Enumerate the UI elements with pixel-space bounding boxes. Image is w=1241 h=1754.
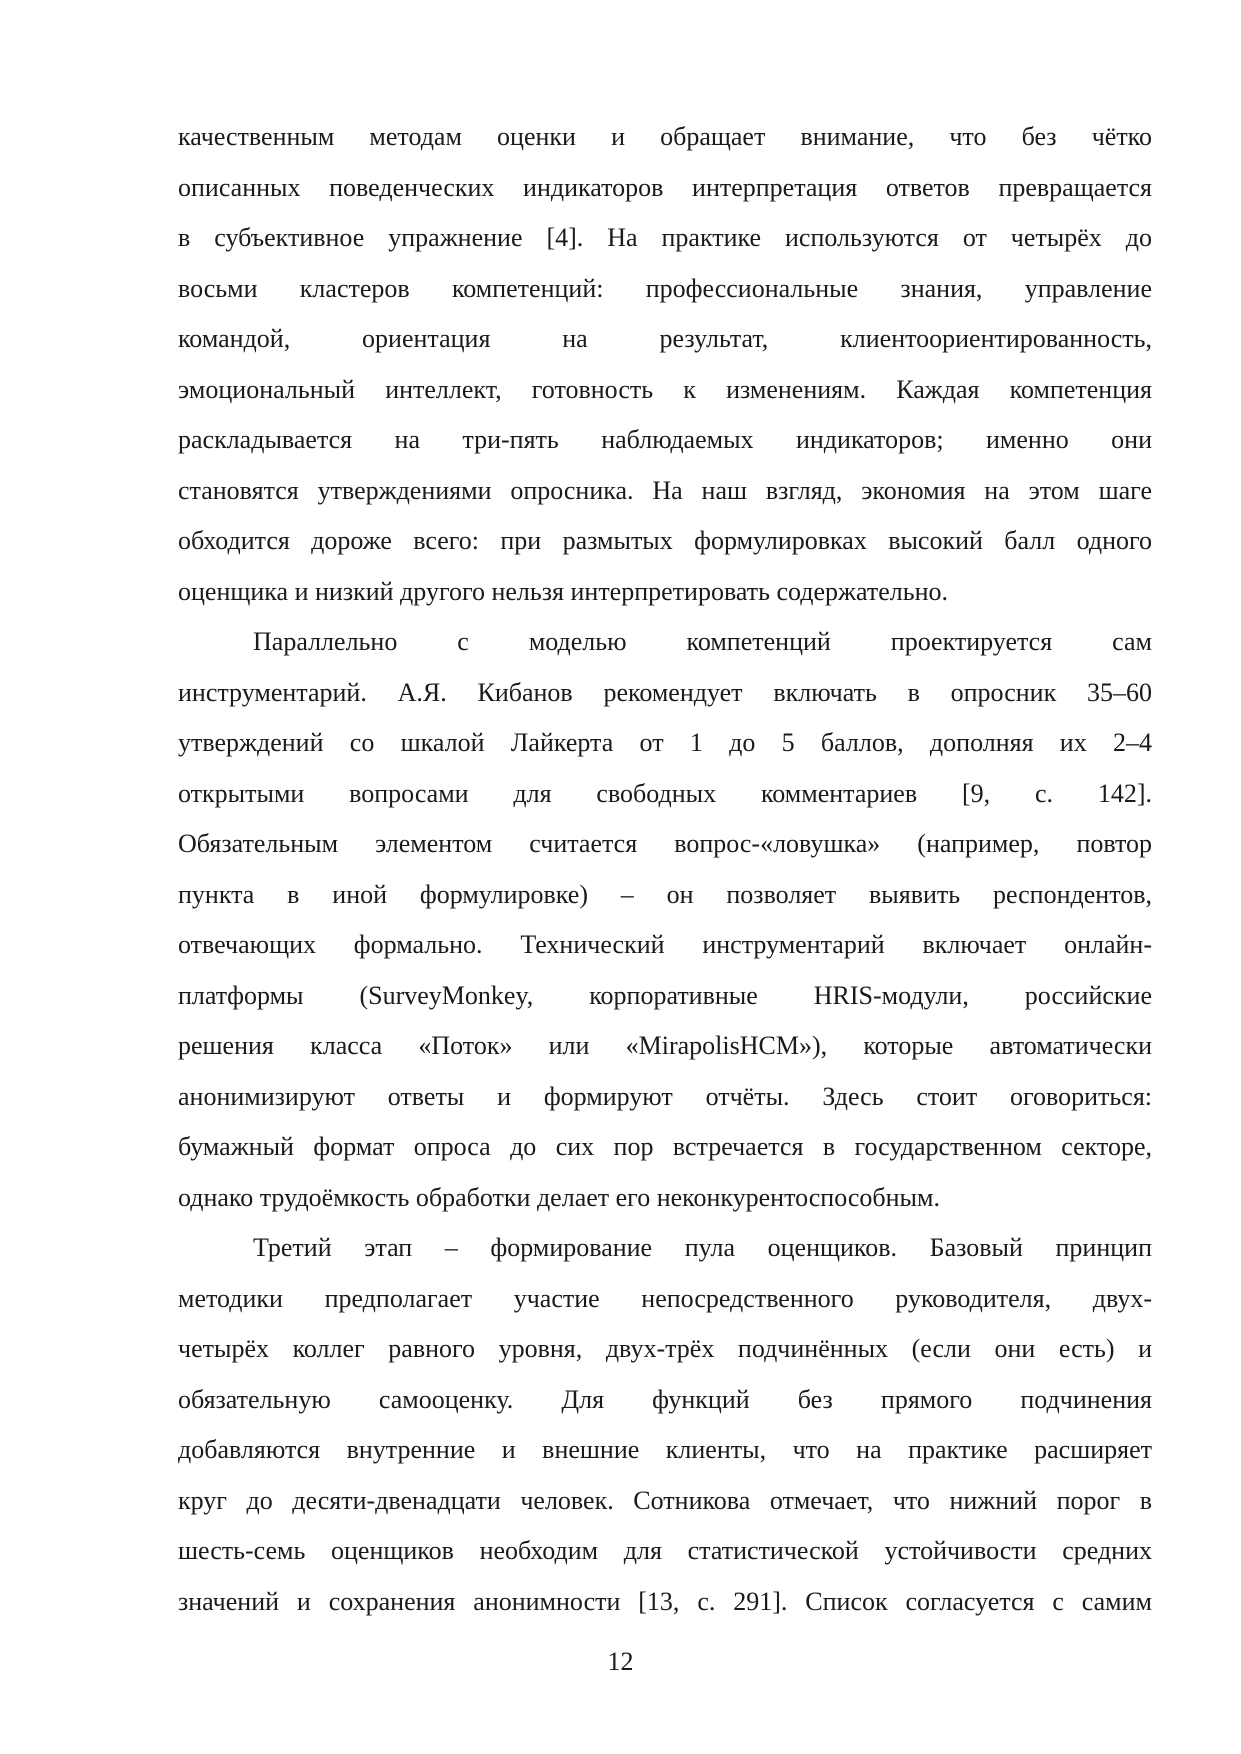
text-line: становятся утверждениями опросника. На наш взгляд, экономия на этом шаге	[178, 475, 1152, 505]
text-line: Обязательным элементом считается вопрос-«ловушка» (например, повтор	[178, 829, 1152, 858]
page-number: 12	[607, 1647, 634, 1676]
text-line: обязательную самооценку. Для функций без прямого подчинения	[178, 1384, 1152, 1414]
text-line: качественным методам оценки и обращает внимание, что без чётко	[178, 122, 1152, 151]
text-line: утверждений со шкалой Лайкерта от 1 до 5 баллов, дополняя их 2–4	[178, 728, 1152, 757]
text-line: отвечающих формально. Технический инструментарий включает онлайн-	[178, 930, 1152, 959]
body-text	[178, 112, 1152, 1627]
text-line: оценщика и низкий другого нельзя интерпретировать содержательно.	[178, 576, 949, 606]
text-line: обходится дороже всего: при размытых формулировках высокий балл одного	[178, 526, 1152, 555]
text-line: Третий этап – формирование пула оценщиков. Базовый принцип	[253, 1233, 1152, 1262]
text-line: однако трудоёмкость обработки делает его неконкурентоспособным.	[178, 1182, 940, 1212]
text-line: инструментарий. А.Я. Кибанов рекомендует включать в опросник 35–60	[178, 677, 1152, 707]
text-line: четырёх коллег равного уровня, двух-трёх подчинённых (если они есть) и	[178, 1334, 1152, 1363]
text-line: восьми кластеров компетенций: профессиональные знания, управление	[178, 273, 1152, 303]
text-line: решения класса «Поток» или «MirapolisHCM»), которые автоматически	[178, 1031, 1152, 1060]
text-line: бумажный формат опроса до сих пор встречается в государственном секторе,	[178, 1132, 1152, 1161]
text-line: командой, ориентация на результат, клиентоориентированность,	[178, 324, 1152, 353]
text-line: добавляются внутренние и внешние клиенты, что на практике расширяет	[178, 1435, 1152, 1464]
text-line: анонимизируют ответы и формируют отчёты. Здесь стоит оговориться:	[178, 1081, 1152, 1111]
text-line: круг до десяти-двенадцати человек. Сотникова отмечает, что нижний порог в	[178, 1485, 1152, 1515]
text-line: эмоциональный интеллект, готовность к изменениям. Каждая компетенция	[178, 374, 1152, 404]
text-line: открытыми вопросами для свободных комментариев [9, с. 142].	[178, 778, 1152, 808]
text-line: шесть-семь оценщиков необходим для статистической устойчивости средних	[178, 1536, 1152, 1565]
text-line: раскладывается на три-пять наблюдаемых индикаторов; именно они	[178, 425, 1152, 454]
text-line: Параллельно с моделью компетенций проектируется сам	[253, 627, 1152, 656]
text-line: описанных поведенческих индикаторов интерпретация ответов превращается	[178, 172, 1152, 202]
text-line: значений и сохранения анонимности [13, с. 291]. Список согласуется с самим	[178, 1586, 1152, 1616]
text-line: платформы (SurveyMonkey, корпоративные HRIS-модули, российские	[178, 980, 1152, 1010]
text-line: в субъективное упражнение [4]. На практике используются от четырёх до	[178, 223, 1152, 252]
text-line: методики предполагает участие непосредственного руководителя, двух-	[178, 1283, 1152, 1313]
text-line: пункта в иной формулировке) – он позволяет выявить респондентов,	[178, 879, 1152, 909]
